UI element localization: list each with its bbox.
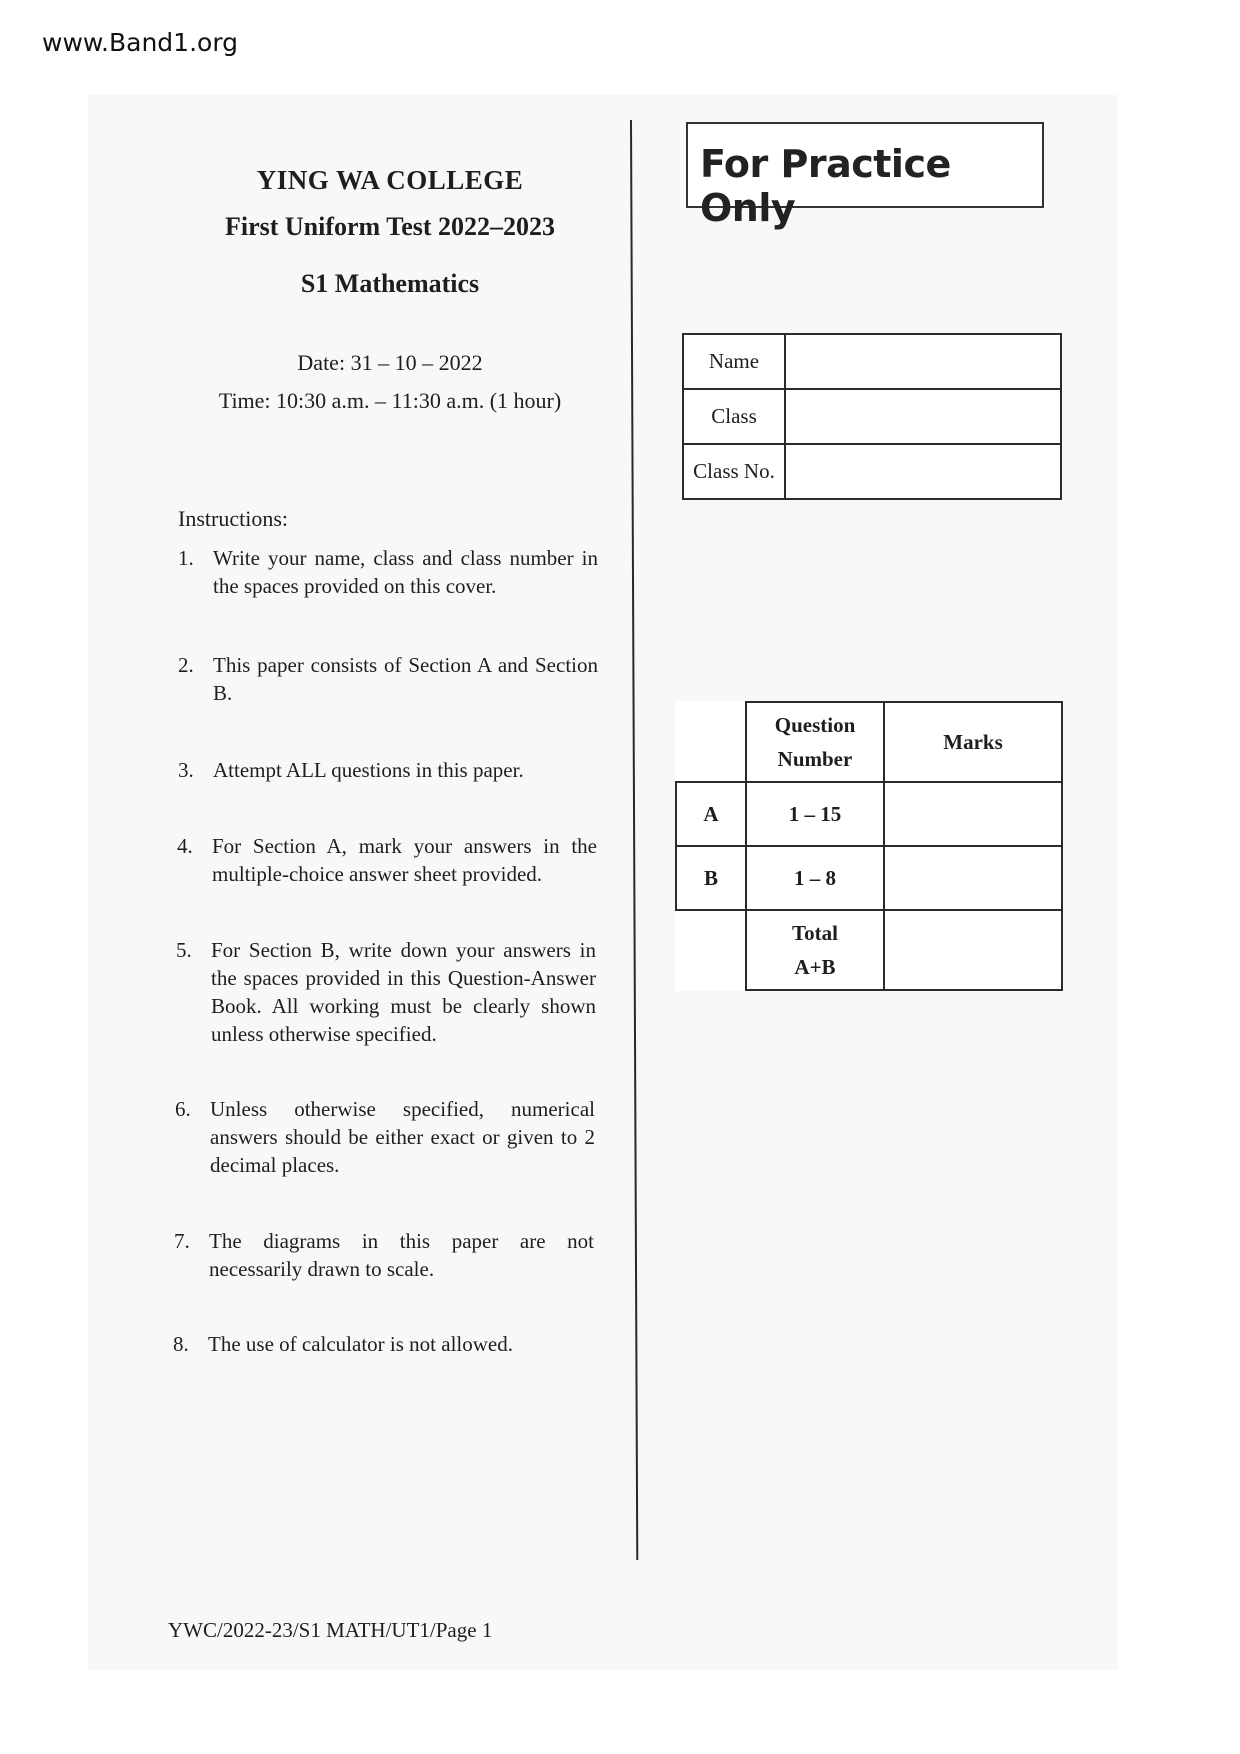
instruction-number: 1. bbox=[178, 546, 194, 570]
instruction-item bbox=[178, 544, 598, 600]
instruction-number: 7. bbox=[174, 1229, 190, 1253]
instruction-text: Attempt ALL questions in this paper. bbox=[213, 758, 524, 782]
marks-cell[interactable] bbox=[884, 846, 1062, 910]
name-field[interactable] bbox=[785, 334, 1061, 389]
instruction-text: The diagrams in this paper are not necessarily drawn to scale. bbox=[209, 1229, 594, 1281]
class-field[interactable] bbox=[785, 389, 1061, 444]
instruction-text: For Section B, write down your answers in the spaces provided in this Question-Answer Book. All working must be clearly shown unless otherwise specified. bbox=[211, 938, 596, 1046]
header-line: Number bbox=[777, 747, 853, 771]
instruction-number: 3. bbox=[178, 758, 194, 782]
instruction-item bbox=[173, 1330, 593, 1358]
question-number-header bbox=[746, 702, 884, 782]
instruction-item bbox=[174, 1227, 594, 1283]
table-header-row bbox=[676, 702, 1062, 782]
question-range: 1 – 15 bbox=[746, 782, 884, 846]
instructions-heading: Instructions: bbox=[178, 506, 288, 531]
instruction-item bbox=[177, 832, 597, 888]
table-row bbox=[683, 389, 1061, 444]
student-info-table bbox=[682, 333, 1062, 500]
practice-stamp bbox=[686, 122, 1044, 230]
total-marks-cell[interactable] bbox=[884, 910, 1062, 990]
school-name: YING WA COLLEGE bbox=[256, 165, 524, 195]
header-line: Question bbox=[774, 713, 856, 737]
table-row bbox=[683, 334, 1061, 389]
exam-time: Time: 10:30 a.m. – 11:30 a.m. (1 hour) bbox=[218, 388, 562, 413]
section-label: A bbox=[676, 782, 746, 846]
instruction-number: 4. bbox=[177, 834, 193, 858]
instruction-item bbox=[178, 756, 598, 784]
total-line: Total bbox=[792, 921, 838, 945]
class-no-label: Class No. bbox=[683, 444, 785, 499]
test-title: First Uniform Test 2022–2023 bbox=[224, 212, 556, 241]
marks-table bbox=[675, 701, 1063, 991]
table-row bbox=[676, 782, 1062, 846]
instruction-text: Write your name, class and class number in the spaces provided on this cover. bbox=[213, 546, 598, 598]
question-range: 1 – 8 bbox=[746, 846, 884, 910]
table-row bbox=[676, 910, 1062, 990]
marks-header: Marks bbox=[884, 702, 1062, 782]
instruction-item bbox=[178, 651, 598, 707]
class-label: Class bbox=[683, 389, 785, 444]
instruction-number: 2. bbox=[178, 653, 194, 677]
table-row bbox=[676, 846, 1062, 910]
exam-date: Date: 31 – 10 – 2022 bbox=[297, 350, 483, 375]
name-label: Name bbox=[683, 334, 785, 389]
page-footer: YWC/2022-23/S1 MATH/UT1/Page 1 bbox=[168, 1618, 493, 1642]
class-no-field[interactable] bbox=[785, 444, 1061, 499]
subject-title: S1 Mathematics bbox=[300, 269, 480, 298]
instruction-text: Unless otherwise specified, numerical answers should be either exact or given to 2 decimal places. bbox=[210, 1097, 595, 1177]
website-watermark: www.Band1.org bbox=[42, 28, 239, 57]
instruction-text: The use of calculator is not allowed. bbox=[208, 1332, 513, 1356]
table-row bbox=[683, 444, 1061, 499]
practice-stamp-text: For Practice Only bbox=[700, 142, 951, 230]
total-line: A+B bbox=[794, 955, 836, 979]
instruction-number: 5. bbox=[176, 938, 192, 962]
instruction-text: This paper consists of Section A and Section B. bbox=[213, 653, 598, 705]
instruction-number: 8. bbox=[173, 1332, 189, 1356]
instruction-item bbox=[176, 936, 596, 1048]
instruction-number: 6. bbox=[175, 1097, 191, 1121]
instruction-text: For Section A, mark your answers in the multiple-choice answer sheet provided. bbox=[212, 834, 597, 886]
empty-cell bbox=[676, 702, 746, 782]
instruction-item bbox=[175, 1095, 595, 1179]
empty-cell bbox=[676, 910, 746, 990]
section-label: B bbox=[676, 846, 746, 910]
marks-cell[interactable] bbox=[884, 782, 1062, 846]
total-label bbox=[746, 910, 884, 990]
